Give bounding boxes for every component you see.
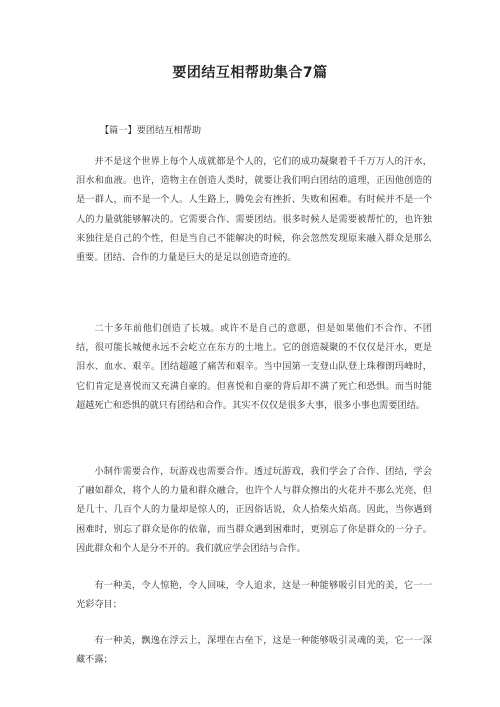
section-heading: 【篇一】要团结互相帮助 (100, 125, 202, 136)
paragraph-2: 二十多年前他们创造了长城。或许不是自己的意愿，但是如果他们不合作、不团结，很可能长城便永远不会屹立在东方的土地上。它的创造凝聚的不仅仅是汗水，更是泪水、血水、艰辛。团结超越了痛苦和艰辛。当中国第一支登山队登上珠穆朗玛峰时，它们肯定是喜悦而又充满自豪的。但喜悦和自豪的背后却不满了死亡和恐惧。而当时能超越死亡和恐惧的就只有团结和合作。其实不仅仅是很多大事，很多小事也需要团结。 (76, 323, 432, 411)
paragraph-4: 有一种美，令人惊艳，令人回味，令人追求，这是一种能够吸引目光的美，它一一光彩夺目； (76, 580, 432, 611)
paragraph-1: 并不是这个世界上每个人成就都是个人的，它们的成功凝聚着千千万万人的汗水，泪水和血液。也许，造物主在创造人类时，就要让我们明白团结的道理，正因他创造的是一群人，而不是一个人。人生路上，腾免会有挫折、失败和困难。有时候并不是一个人的力量就能够解决的。它需要合作、需要团结。很多时候人是需要被帮忙的，也许独来独往是自己的个性，但是当自己不能解决的时候，你会忽然发现原来融入群众是那么重要。团结、合作的力量是巨大的是足以创造奇迹的。 (76, 156, 432, 264)
paragraph-3: 小制作需要合作，玩游戏也需要合作。透过玩游戏，我们学会了合作、团结，学会了融如群众，将个人的力量和群众融合，也许个人与群众擦出的火花并不那么光亮，但是几十、几百个人的力量却是惊人的，正因俗话说，众人拾柴火焰高。因此，当你遇到困难时，别忘了群众是你的依靠，而当群众遇到困难时，更别忘了你是群众的一分子。因此群众和个人是分不开的。我们就应学会团结与合作。 (76, 466, 432, 554)
paragraph-5: 有一种美，飘逸在浮云上，深埋在古垒下，这是一种能够吸引灵魂的美，它一一深藏不露； (76, 635, 432, 666)
document-title: 要团结互相帮助集合7篇 (172, 65, 328, 81)
